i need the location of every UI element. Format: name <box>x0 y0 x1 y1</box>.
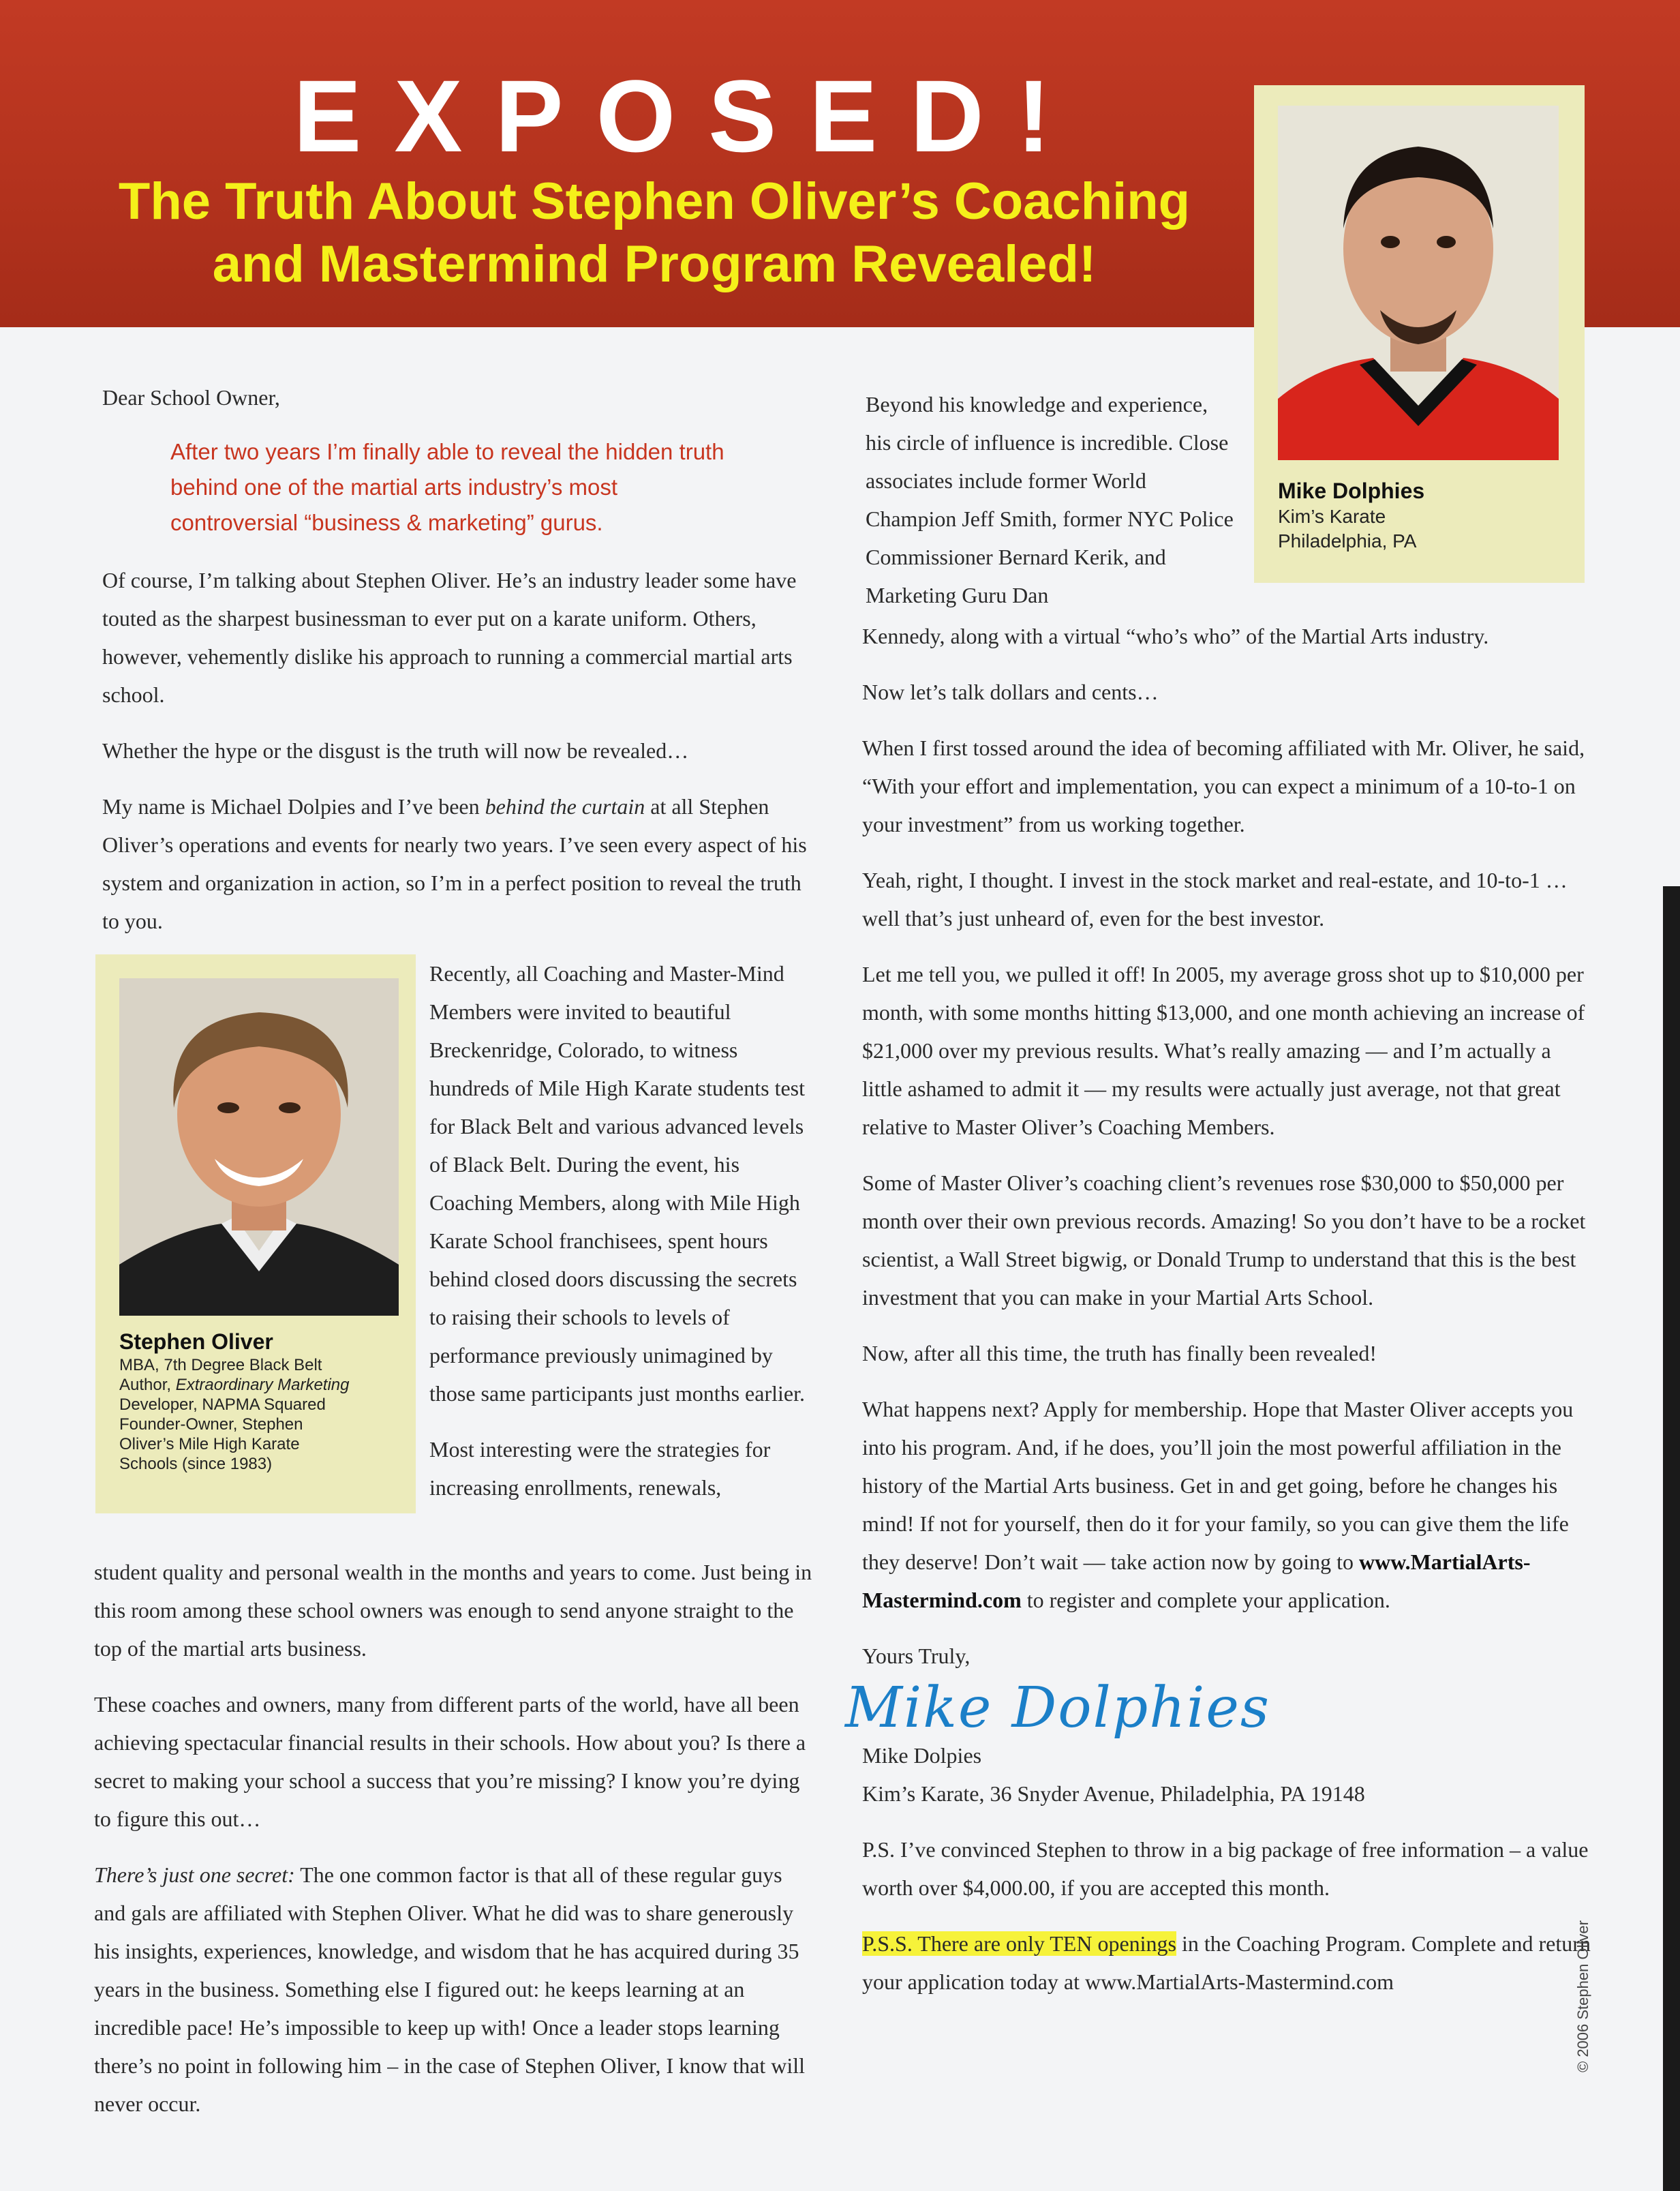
stephen-caption-line-6: Schools (since 1983) <box>119 1455 273 1473</box>
left-column-narrow <box>429 954 818 1507</box>
mike-caption-line-1: Kim’s Karate <box>1278 506 1386 527</box>
postscript-2: P.S.S. There are only TEN openings in the Coaching Program. Complete and return your application today at www.MartialArts-Mastermind.com <box>862 1931 1591 1994</box>
mike-photo <box>1278 106 1559 460</box>
stephen-photo-box <box>95 954 416 1513</box>
paragraph-7: There’s just one secret: The one common factor is that all of these regular guys and gals are affiliated with Stephen Oliver. What he did was to share generously his insights, experiences, knowledge, and wisdom that he has acquired during 35 years in the business. Something else I figured out: he keeps learning at an incredible pace! He’s impossible to keep up with! Once a leader stops learning there’s no point in following him – in the case of Stephen Oliver, I know that will never occur. <box>94 1862 805 2116</box>
stephen-caption <box>119 1328 412 1474</box>
signer-address: Kim’s Karate, 36 Snyder Avenue, Philadelphia, PA 19148 <box>862 1781 1365 1806</box>
left-column-top <box>102 378 811 958</box>
right-paragraph-8: What happens next? Apply for membership. Hope that Master Oliver accepts you into his program. And, if he does, you’ll join the most powerful affiliation in the history of the Martial Arts business. Get in and get going, before he changes his mind! If not for yourself, then do it for your family, so you can give them the life they deserve! Don’t wait — take action now by going to www.MartialArts-Mastermind.com to register and complete your application. <box>862 1397 1574 1612</box>
right-paragraph-1-start: Beyond his knowledge and experience, his circle of influence is incredible. Close associates include former World Champion Jeff Smith, former NYC Police Commissioner Bernard Kerik, and Marketing Guru Dan <box>866 392 1234 607</box>
salutation: Dear School Owner, <box>102 385 280 410</box>
subheadline-line-1: The Truth About Stephen Oliver’s Coaching <box>118 172 1191 230</box>
stephen-caption-name: Stephen Oliver <box>119 1329 273 1354</box>
paragraph-2: Whether the hype or the disgust is the truth will now be revealed… <box>102 738 689 763</box>
page-edge-shadow <box>1663 886 1680 2191</box>
headline: EXPOSED! <box>293 59 1084 173</box>
paragraph-5-start: Most interesting were the strategies for increasing enrollments, renewals, <box>429 1437 771 1500</box>
highlighted-text: P.S.S. There are only TEN openings <box>862 1931 1176 1956</box>
left-column-bottom <box>94 1553 816 2141</box>
stephen-portrait-image <box>119 978 399 1316</box>
mike-caption-name: Mike Dolphies <box>1278 479 1425 503</box>
signer-name: Mike Dolpies <box>862 1743 982 1768</box>
paragraph-1: Of course, I’m talking about Stephen Oliver. He’s an industry leader some have touted as the sharpest businessman to ever put on a karate uniform. Others, however, vehemently dislike his approach to running a commercial martial arts school. <box>102 568 797 707</box>
paragraph-6: These coaches and owners, many from different parts of the world, have all been achieving spectacular financial results in their schools. How about you? Is there a secret to making your school a success that you’re missing? I know you’re dying to figure this out… <box>94 1692 806 1831</box>
paragraph-4: Recently, all Coaching and Master-Mind Members were invited to beautiful Breckenridge, Colorado, to witness hundreds of Mile High Karate students test for Black Belt and various advanced levels of Black Belt. During the event, his Coaching Members, along with Mile High Karate School franchisees, spent hours behind closed doors discussing the secrets to raising their schools to levels of performance previously unimagined by those same participants just months earlier. <box>429 961 805 1406</box>
signature: Mike Dolphies <box>845 1676 1270 1740</box>
lead-paragraph: After two years I’m finally able to reveal the hidden truth behind one of the martial arts industry’s most controversial “business & marketing” gurus. <box>170 439 724 535</box>
mike-caption <box>1278 477 1564 554</box>
postscript: P.S. I’ve convinced Stephen to throw in a big package of free information – a value worth over $4,000.00, if you are accepted this month. <box>862 1837 1589 1900</box>
stephen-caption-line-4: Founder-Owner, Stephen <box>119 1415 303 1434</box>
paragraph-5-rest: student quality and personal wealth in the months and years to come. Just being in this room among these school owners was enough to send anyone straight to the top of the martial arts business. <box>94 1560 812 1661</box>
mike-photo-box <box>1254 85 1585 583</box>
website-link[interactable]: www.MartialArts-Mastermind.com <box>862 1550 1531 1612</box>
subheadline <box>109 170 1200 296</box>
paragraph-3: My name is Michael Dolpies and I’ve been behind the curtain at all Stephen Oliver’s operations and events for nearly two years. I’ve seen every aspect of his system and organization in action, so I’m in a perfect position to reveal the truth to you. <box>102 794 807 933</box>
right-paragraph-5: Let me tell you, we pulled it off! In 2005, my average gross shot up to $10,000 per month, with some months hitting $13,000, and one month achieving an increase of $21,000 over my previous results. What’s really amazing — and I’m actually a little ashamed to admit it — my results were actually just average, not that great relative to Master Oliver’s Coaching Members. <box>862 962 1585 1139</box>
mike-caption-line-2: Philadelphia, PA <box>1278 530 1417 551</box>
mike-portrait-image <box>1278 106 1559 460</box>
stephen-caption-line-1: MBA, 7th Degree Black Belt <box>119 1356 322 1374</box>
stephen-caption-line-3: Developer, NAPMA Squared <box>119 1395 326 1414</box>
stephen-caption-line-5: Oliver’s Mile High Karate <box>119 1435 300 1453</box>
stephen-caption-line-2: Author, Extraordinary Marketing <box>119 1376 350 1394</box>
right-column-narrow <box>866 385 1237 614</box>
copyright-notice: © 2006 Stephen Oliver <box>1574 1920 1591 2072</box>
stephen-photo <box>119 978 399 1316</box>
right-paragraph-2: Now let’s talk dollars and cents… <box>862 680 1159 704</box>
right-paragraph-7: Now, after all this time, the truth has finally been revealed! <box>862 1341 1377 1365</box>
closing: Yours Truly, <box>862 1644 971 1668</box>
right-paragraph-6: Some of Master Oliver’s coaching client’s revenues rose $30,000 to $50,000 per month over their own previous records. Amazing! So you don’t have to be a rocket scientist, a Wall Street bigwig, or Donald Trump to understand that this is the best investment that you can make in your Martial Arts School. <box>862 1170 1586 1310</box>
right-column <box>845 617 1591 2019</box>
right-paragraph-1-rest: Kennedy, along with a virtual “who’s who” of the Martial Arts industry. <box>862 624 1489 648</box>
right-paragraph-4: Yeah, right, I thought. I invest in the stock market and real-estate, and 10-to-1 … well that’s just unheard of, even for the best investor. <box>862 868 1568 931</box>
subheadline-line-2: and Mastermind Program Revealed! <box>212 235 1097 293</box>
right-paragraph-3: When I first tossed around the idea of becoming affiliated with Mr. Oliver, he said, “With your effort and implementation, you can expect a minimum of a 10-to-1 on your investment” from us working together. <box>862 736 1585 836</box>
